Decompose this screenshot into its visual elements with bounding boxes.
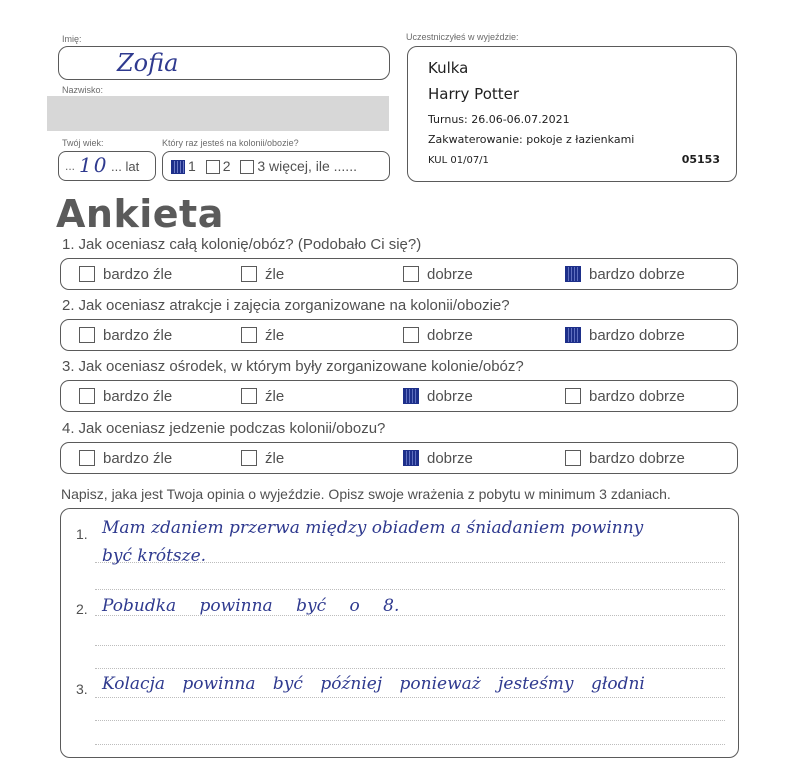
answer-option[interactable] [241, 265, 284, 283]
checkbox[interactable] [403, 388, 419, 404]
checkbox[interactable] [79, 266, 95, 282]
checkbox[interactable] [241, 388, 257, 404]
opinion-line [95, 668, 725, 669]
option-label: źle [265, 326, 285, 344]
option-label: źle [265, 265, 285, 283]
opinion-number-1: 1. [76, 526, 88, 542]
opinion-1-line2: być krótsze. [102, 546, 207, 566]
times-label: Który raz jesteś na kolonii/obozie? [162, 138, 299, 148]
age-suffix: ... lat [111, 159, 140, 174]
camp-code: KUL 01/07/1 [428, 155, 489, 166]
question-number: 1. [62, 236, 75, 253]
name-label: Imię: [62, 34, 82, 44]
option-label: dobrze [427, 326, 473, 344]
surname-redaction [47, 96, 389, 131]
option-label: dobrze [427, 265, 473, 283]
opinion-2-line1: Pobudka powinna być o 8. [102, 596, 400, 616]
camp-label: Uczestniczyłeś w wyjeździe: [406, 32, 519, 42]
opinion-line [95, 645, 725, 646]
opinion-line [95, 697, 725, 698]
opinion-1-line1: Mam zdaniem przerwa między obiadem a śniadaniem powinny [102, 518, 644, 538]
age-label: Twój wiek: [62, 138, 104, 148]
option-label: bardzo dobrze [589, 387, 685, 405]
checkbox[interactable] [565, 388, 581, 404]
question-text: Jak oceniasz ośrodek, w którym były zorganizowane kolonie/obóz? [78, 358, 524, 375]
answer-option[interactable] [403, 449, 473, 467]
question-4 [62, 420, 385, 437]
age-value: 10 [79, 153, 109, 177]
camp-box [407, 46, 737, 182]
opinion-prompt: Napisz, jaka jest Twoja opinia o wyjeździe. Opisz swoje wrażenia z pobytu w minimum 3 zdaniach. [61, 486, 671, 502]
question-2 [62, 297, 510, 314]
answer-option[interactable] [79, 449, 172, 467]
checkbox[interactable] [79, 388, 95, 404]
answer-option[interactable] [241, 449, 284, 467]
question-number: 3. [62, 358, 75, 375]
option-label: bardzo dobrze [589, 326, 685, 344]
name-field[interactable] [58, 46, 390, 80]
opinion-3-line1: Kolacja powinna być później ponieważ jesteśmy głodni [102, 674, 645, 694]
checkbox[interactable] [403, 266, 419, 282]
checkbox[interactable] [241, 450, 257, 466]
question-text: Jak oceniasz jedzenie podczas kolonii/obozu? [78, 420, 386, 437]
answer-option[interactable] [79, 326, 172, 344]
opinion-number-3: 3. [76, 681, 88, 697]
answer-option[interactable] [403, 326, 473, 344]
camp-theme: Harry Potter [428, 85, 520, 103]
checkbox[interactable] [241, 266, 257, 282]
option-label: bardzo źle [103, 387, 173, 405]
times-option-1: 1 [188, 158, 196, 174]
option-label: bardzo dobrze [589, 449, 685, 467]
answer-row-4 [60, 442, 738, 474]
question-number: 4. [62, 420, 75, 437]
question-number: 2. [62, 297, 75, 314]
option-label: bardzo dobrze [589, 265, 685, 283]
option-label: dobrze [427, 387, 473, 405]
question-3 [62, 358, 524, 375]
answer-option[interactable] [565, 387, 685, 405]
option-label: źle [265, 449, 285, 467]
answer-option[interactable] [565, 265, 685, 283]
option-label: bardzo źle [103, 326, 173, 344]
option-label: bardzo źle [103, 265, 173, 283]
answer-row-3 [60, 380, 738, 412]
answer-option[interactable] [241, 387, 284, 405]
option-label: dobrze [427, 449, 473, 467]
times-option-2: 2 [222, 158, 231, 174]
answer-option[interactable] [403, 265, 473, 283]
opinion-number-2: 2. [76, 601, 88, 617]
option-label: bardzo źle [103, 449, 173, 467]
answer-option[interactable] [79, 387, 172, 405]
option-label: źle [265, 387, 285, 405]
survey-title: Ankieta [56, 192, 224, 236]
answer-option[interactable] [565, 326, 685, 344]
checkbox[interactable] [565, 266, 581, 282]
surname-label: Nazwisko: [62, 85, 104, 95]
camp-number: 05153 [681, 153, 720, 166]
times-options [171, 158, 357, 174]
answer-row-1 [60, 258, 738, 290]
checkbox[interactable] [79, 327, 95, 343]
camp-accommodation: Zakwaterowanie: pokoje z łazienkami [428, 133, 635, 146]
opinion-line [95, 720, 725, 721]
checkbox[interactable] [79, 450, 95, 466]
opinion-line [95, 744, 725, 745]
answer-row-2 [60, 319, 738, 351]
question-1 [62, 236, 421, 253]
name-value: Zofia [117, 49, 179, 77]
times-checkbox-3[interactable] [240, 160, 254, 174]
answer-option[interactable] [241, 326, 284, 344]
question-text: Jak oceniasz całą kolonię/obóz? (Podobało Ci się?) [78, 236, 422, 253]
opinion-line [95, 589, 725, 590]
checkbox[interactable] [403, 327, 419, 343]
checkbox[interactable] [241, 327, 257, 343]
question-text: Jak oceniasz atrakcje i zajęcia zorganizowane na kolonii/obozie? [78, 297, 510, 314]
camp-name: Kulka [428, 59, 469, 77]
camp-turnus: Turnus: 26.06-06.07.2021 [428, 113, 570, 126]
times-field[interactable] [162, 151, 390, 181]
checkbox[interactable] [565, 327, 581, 343]
answer-option[interactable] [403, 387, 473, 405]
answer-option[interactable] [79, 265, 172, 283]
times-checkbox-1[interactable] [171, 160, 185, 174]
age-field[interactable] [58, 151, 156, 181]
answer-option[interactable] [565, 449, 685, 467]
age-prefix: ... [65, 159, 76, 173]
checkbox[interactable] [565, 450, 581, 466]
checkbox[interactable] [403, 450, 419, 466]
times-option-3: 3 więcej, ile ...... [257, 158, 357, 174]
times-checkbox-2[interactable] [206, 160, 220, 174]
